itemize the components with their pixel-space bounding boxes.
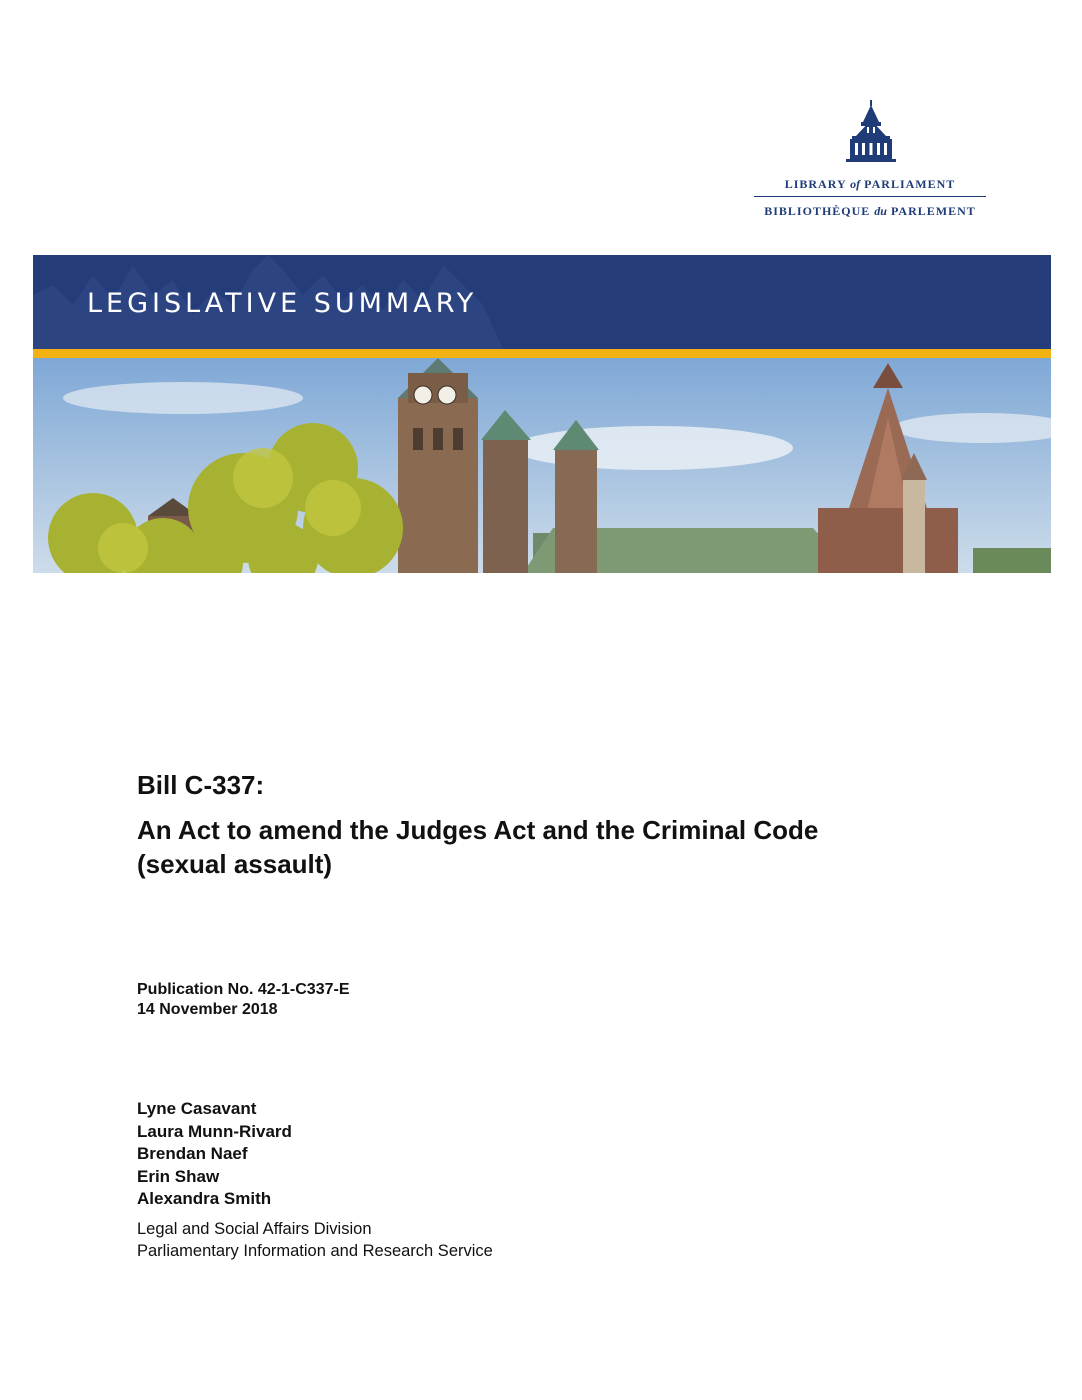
bill-title-line-1: An Act to amend the Judges Act and the Criminal Code	[137, 815, 819, 845]
logo-divider	[754, 196, 986, 197]
publication-date: 14 November 2018	[137, 1001, 278, 1018]
legislative-summary-banner	[33, 255, 1051, 349]
gold-divider	[33, 349, 1051, 358]
banner-title: LEGISLATIVE SUMMARY	[87, 288, 478, 319]
service-name: Parliamentary Information and Research Service	[137, 1241, 493, 1260]
library-name-french: BIBLIOTHÈQUE du PARLEMENT	[764, 204, 976, 218]
division-info	[137, 1219, 493, 1262]
author-name: Lyne Casavant	[137, 1099, 257, 1118]
library-building-icon	[846, 100, 896, 162]
author-name: Alexandra Smith	[137, 1189, 272, 1208]
author-name: Brendan Naef	[137, 1144, 248, 1163]
bill-title-line-2: (sexual assault)	[137, 849, 333, 879]
author-name: Laura Munn-Rivard	[137, 1121, 292, 1141]
author-list	[137, 1098, 292, 1211]
author-name: Erin Shaw	[137, 1166, 220, 1186]
library-name-english: LIBRARY of PARLIAMENT	[784, 177, 956, 191]
bill-number: Bill C-337:	[137, 770, 265, 800]
division-name: Legal and Social Affairs Division	[137, 1220, 372, 1238]
publication-number: Publication No. 42-1-C337-E	[137, 981, 350, 998]
publication-info	[137, 980, 350, 1020]
bill-title	[137, 813, 997, 881]
parliament-hill-photo	[33, 358, 1051, 573]
